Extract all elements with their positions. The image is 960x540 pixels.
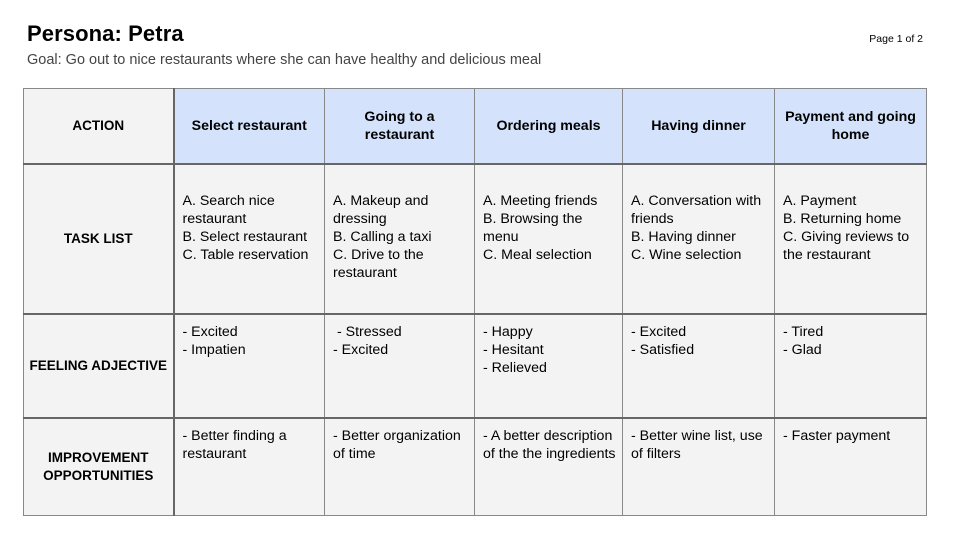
feeling-item: - Happy	[483, 324, 533, 340]
improvement-cell	[623, 418, 775, 516]
stage-header: Select restaurant	[174, 89, 325, 165]
feeling-item: - Glad	[783, 342, 822, 358]
feeling-cell	[623, 314, 775, 418]
improvement-item: - Better organization of time	[333, 428, 461, 462]
improvement-opportunities-label: IMPROVEMENT OPPORTUNITIES	[24, 418, 174, 516]
feeling-item: - Excited	[182, 324, 238, 340]
page-title: Persona: Petra	[27, 21, 184, 46]
feeling-item: - Stressed	[333, 324, 402, 340]
task-item: C. Table reservation	[182, 247, 309, 263]
action-header: ACTION	[24, 89, 174, 165]
improvement-cell	[475, 418, 623, 516]
stage-header-row	[24, 89, 927, 165]
feeling-adjective-label: FEELING ADJECTIVE	[24, 314, 174, 418]
feeling-item: - Excited	[333, 342, 389, 358]
task-item: C. Drive to the restaurant	[333, 247, 424, 281]
task-cell	[325, 164, 475, 314]
journey-map-table	[23, 88, 927, 516]
task-cell	[775, 164, 927, 314]
task-cell	[475, 164, 623, 314]
stage-header: Ordering meals	[475, 89, 623, 165]
task-item: B. Browsing the menu	[483, 211, 583, 245]
improvement-opportunities-row	[24, 418, 927, 516]
task-item: B. Calling a taxi	[333, 229, 432, 245]
improvement-item: - Better wine list, use of filters	[631, 428, 763, 462]
task-item: B. Having dinner	[631, 229, 736, 245]
task-item: A. Conversation with friends	[631, 193, 762, 227]
task-item: A. Meeting friends	[483, 193, 598, 209]
feeling-adjective-row	[24, 314, 927, 418]
task-item: C. Meal selection	[483, 247, 592, 263]
task-list-row	[24, 164, 927, 314]
task-item: A. Makeup and dressing	[333, 193, 429, 227]
improvement-cell	[174, 418, 325, 516]
task-item: B. Select restaurant	[182, 229, 308, 245]
stage-header: Going to a restaurant	[325, 89, 475, 165]
task-item: C. Wine selection	[631, 247, 742, 263]
task-cell	[623, 164, 775, 314]
stage-header: Payment and going home	[775, 89, 927, 165]
improvement-cell	[325, 418, 475, 516]
stage-header: Having dinner	[623, 89, 775, 165]
persona-goal: Goal: Go out to nice restaurants where she can have healthy and delicious meal	[27, 52, 542, 68]
feeling-item: - Impatien	[182, 342, 246, 358]
feeling-item: - Satisfied	[631, 342, 695, 358]
feeling-item: - Hesitant	[483, 342, 544, 358]
feeling-cell	[475, 314, 623, 418]
improvement-item: - A better description of the the ingredients	[483, 428, 616, 462]
feeling-item: - Tired	[783, 324, 824, 340]
feeling-item: - Relieved	[483, 360, 547, 376]
improvement-cell	[775, 418, 927, 516]
task-item: C. Giving reviews to the restaurant	[783, 229, 910, 263]
task-list-label: TASK LIST	[24, 164, 174, 314]
task-item: A. Payment	[783, 193, 857, 209]
task-cell	[174, 164, 325, 314]
improvement-item: - Better finding a restaurant	[182, 428, 287, 462]
improvement-item: - Faster payment	[783, 428, 891, 444]
page-indicator: Page 1 of 2	[869, 33, 923, 45]
feeling-cell	[775, 314, 927, 418]
feeling-cell	[174, 314, 325, 418]
task-item: A. Search nice restaurant	[182, 193, 275, 227]
feeling-item: - Excited	[631, 324, 687, 340]
feeling-cell	[325, 314, 475, 418]
task-item: B. Returning home	[783, 211, 902, 227]
